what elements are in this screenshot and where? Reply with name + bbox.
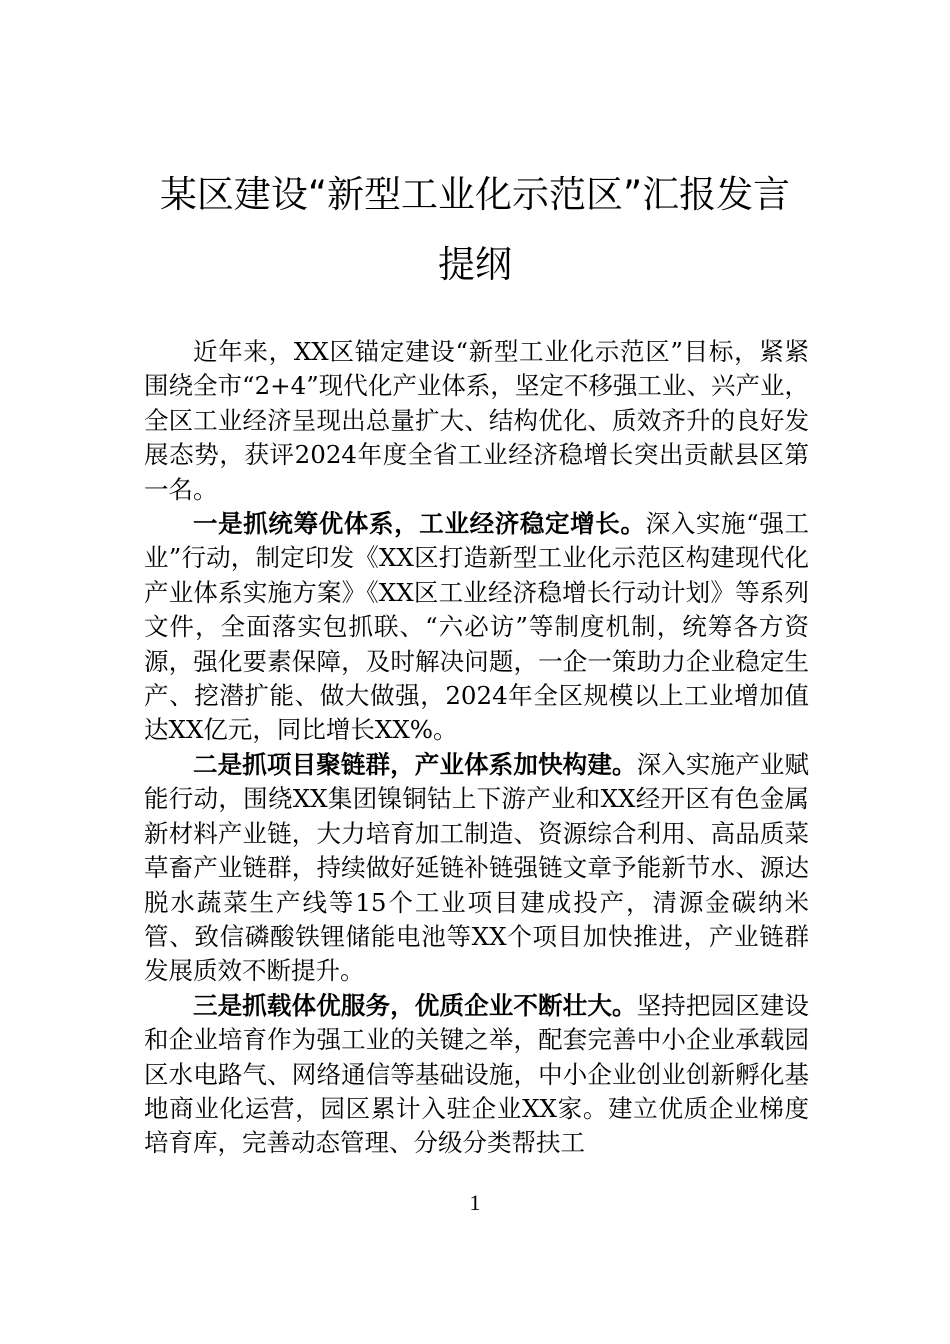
paragraph-point-1 <box>144 507 809 748</box>
paragraph-point-2-heading: 二是抓项目聚链群，产业体系加快构建。 <box>193 749 637 779</box>
document-body <box>144 335 809 1161</box>
paragraph-point-2-text: 深入实施产业赋能行动，围绕XX集团镍铜钴上下游产业和XX经开区有色金属新材料产业链，大力培育加工制造、资源综合利用、高品质菜草畜产业链群，持续做好延链补链强链文章予能新节水、源达脱水蔬菜生产线等15个工业项目建成投产，清源金碳纳米管、致信磷酸铁锂储能电池等XX个项目加快推进，产业链群发展质效不断提升。 <box>144 749 809 986</box>
paragraph-point-3-heading: 三是抓载体优服务，优质企业不断壮大。 <box>193 990 637 1020</box>
paragraph-point-3 <box>144 989 809 1161</box>
paragraph-point-1-text: 深入实施“强工业”行动，制定印发《XX区打造新型工业化示范区构建现代化产业体系实施方案》《XX区工业经济稳增长行动计划》等系列文件，全面落实包抓联、“六必访”等制度机制，统筹各方资源，强化要素保障，及时解决问题，一企一策助力企业稳定生产、挖潜扩能、做大做强，2024年全区规模以上工业增加值达XX亿元，同比增长XX%。 <box>144 509 810 745</box>
paragraph-point-3-text: 坚持把园区建设和企业培育作为强工业的关键之举，配套完善中小企业承载园区水电路气、网络通信等基础设施，中小企业创业创新孵化基地商业化运营，园区累计入驻企业XX家。建立优质企业梯度培育库，完善动态管理、分级分类帮扶工 <box>144 990 809 1158</box>
document-title-line-1: 某区建设“新型工业化示范区”汇报发言 <box>159 173 791 216</box>
paragraph-point-1-heading: 一是抓统筹优体系，工业经济稳定增长。 <box>193 509 646 539</box>
document-title-line-2: 提纲 <box>438 243 512 286</box>
page-number: 1 <box>469 1190 481 1215</box>
paragraph-point-2 <box>144 748 809 989</box>
paragraph-intro <box>144 335 809 507</box>
paragraph-intro-text: 近年来，XX区锚定建设“新型工业化示范区”目标，紧紧围绕全市“2+4”现代化产业体系，坚定不移强工业、兴产业，全区工业经济呈现出总量扩大、结构优化、质效齐升的良好发展态势，获评2024年度全省工业经济稳增长突出贡献县区第一名。 <box>144 337 809 504</box>
